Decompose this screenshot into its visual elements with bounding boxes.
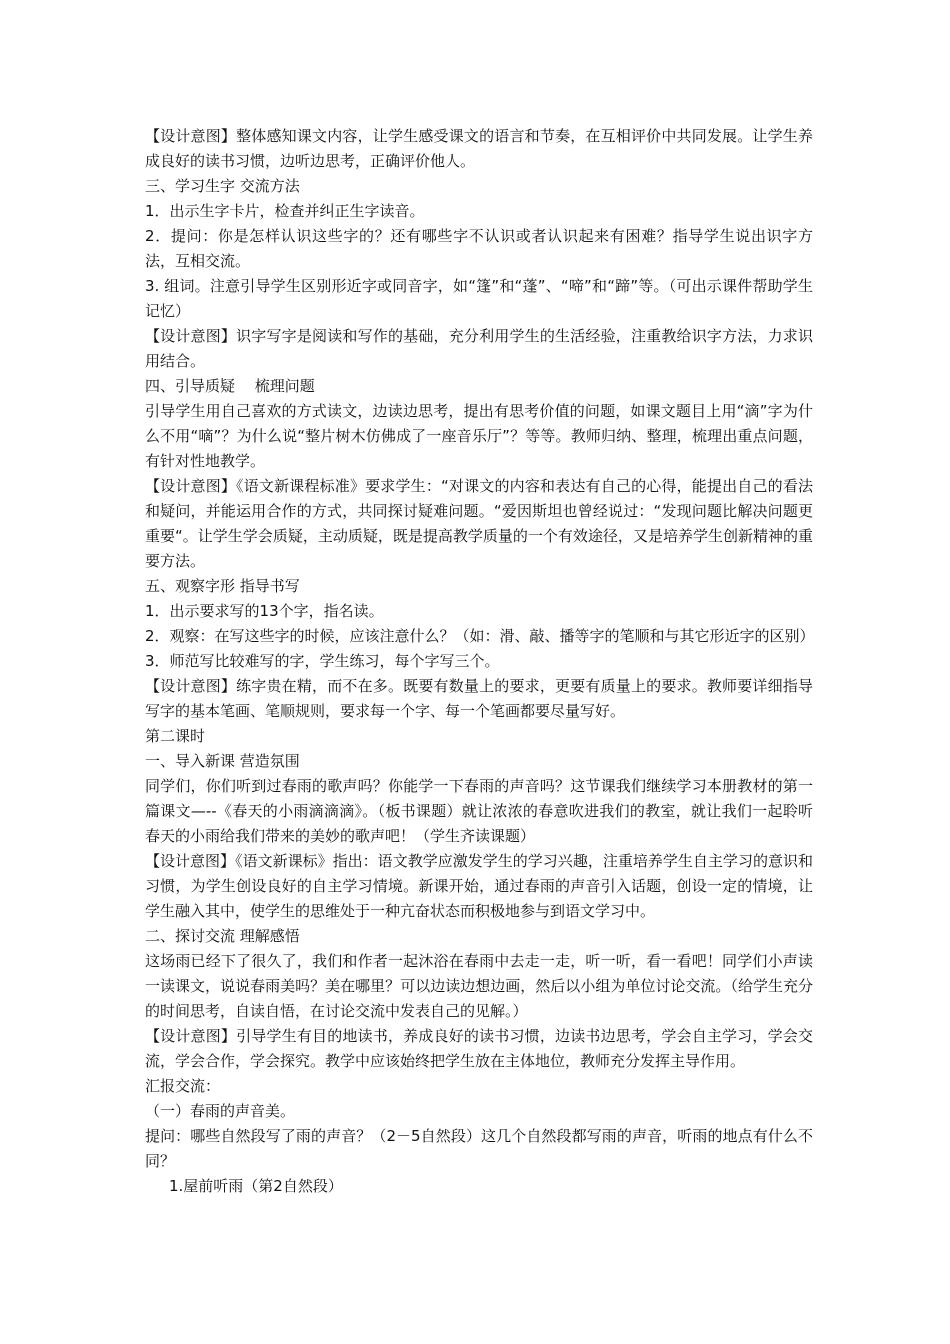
numbered-step: 2．观察：在写这些字的时候，应该注意什么？（如：滑、敲、播等字的笔顺和与其它形近字的区别） (145, 627, 815, 645)
design-intent-paragraph: 【设计意图】识字写字是阅读和写作的基础，充分利用学生的生活经验，注重教给识字方法，力求识用结合。 (145, 327, 813, 370)
numbered-step: 3．师范写比较难写的字，学生练习，每个字写三个。 (145, 652, 500, 670)
body-paragraph: 同学们，你们听到过春雨的歌声吗？你能学一下春雨的声音吗？这节课我们继续学习本册教材的第一篇课文—--《春天的小雨滴滴滴》。（板书课题）就让浓浓的春意吹进我们的教室，就让我们一起聆听春天的小雨给我们带来的美妙的歌声吧！（学生齐读课题） (145, 777, 813, 845)
section-heading: 四、引导质疑 梳理问题 (145, 377, 315, 395)
numbered-step: 3. 组词。注意引导学生区别形近字或同音字，如“篷”和“蓬”、“啼”和“蹄”等。（可出示课件帮助学生记忆） (145, 277, 813, 320)
design-intent-paragraph: 【设计意图】整体感知课文内容，让学生感受课文的语言和节奏，在互相评价中共同发展。让学生养成良好的读书习惯，边听边思考，正确评价他人。 (145, 127, 813, 170)
section-heading: 二、探讨交流 理解感悟 (145, 927, 300, 945)
section-heading: 三、学习生字 交流方法 (145, 177, 300, 195)
section-heading: 五、观察字形 指导书写 (145, 577, 300, 595)
body-paragraph: 引导学生用自己喜欢的方式读文，边读边思考，提出有思考价值的问题，如课文题目上用“滴”字为什么不用“嘀”？为什么说“整片树木仿佛成了一座音乐厅”？等等。教师归纳、整理，梳理出重点问题，有针对性地教学。 (145, 402, 813, 470)
design-intent-paragraph: 【设计意图】《语文新课标》指出：语文教学应激发学生的学习兴趣，注重培养学生自主学习的意识和习惯，为学生创设良好的自主学习情境。新课开始，通过春雨的声音引入话题，创设一定的情境，让学生融入其中，使学生的思维处于一种亢奋状态而积极地参与到语文学习中。 (145, 852, 813, 920)
body-paragraph: 提问：哪些自然段写了雨的声音？（2－5自然段）这几个自然段都写雨的声音，听雨的地点有什么不同？ (145, 1127, 813, 1170)
numbered-subheading: 1.屋前听雨（第2自然段） (169, 1177, 343, 1195)
lesson-heading: 第二课时 (145, 727, 206, 745)
numbered-step: 1．出示生字卡片，检查并纠正生字读音。 (145, 202, 425, 220)
section-heading: 一、导入新课 营造氛围 (145, 752, 300, 770)
design-intent-paragraph: 【设计意图】《语文新课程标准》要求学生：“对课文的内容和表达有自己的心得，能提出自己的看法和疑问，并能运用合作的方式，共同探讨疑难问题。“爱因斯坦也曾经说过：“发现问题比解决问题更重要“。让学生学会质疑，主动质疑，既是提高教学质量的一个有效途径，又是培养学生创新精神的重要方法。 (145, 477, 813, 570)
subheading: （一）春雨的声音美。 (145, 1102, 296, 1120)
design-intent-paragraph: 【设计意图】引导学生有目的地读书，养成良好的读书习惯，边读书边思考，学会自主学习，学会交流，学会合作，学会探究。教学中应该始终把学生放在主体地位，教师充分发挥主导作用。 (145, 1027, 813, 1070)
numbered-step: 1．出示要求写的13个字，指名读。 (145, 602, 384, 620)
numbered-step: 2．提问：你是怎样认识这些字的？还有哪些字不认识或者认识起来有困难？指导学生说出识字方法，互相交流。 (145, 227, 813, 270)
subheading: 汇报交流： (145, 1077, 221, 1095)
design-intent-paragraph: 【设计意图】练字贵在精，而不在多。既要有数量上的要求，更要有质量上的要求。教师要详细指导写字的基本笔画、笔顺规则，要求每一个字、每一个笔画都要尽量写好。 (145, 677, 813, 720)
body-paragraph: 这场雨已经下了很久了，我们和作者一起沐浴在春雨中去走一走，听一听，看一看吧！同学们小声读一读课文，说说春雨美吗？美在哪里？可以边读边想边画，然后以小组为单位讨论交流。（给学生充分的时间思考，自读自悟，在讨论交流中发表自己的见解。） (145, 952, 813, 1020)
document-page (145, 124, 813, 1199)
